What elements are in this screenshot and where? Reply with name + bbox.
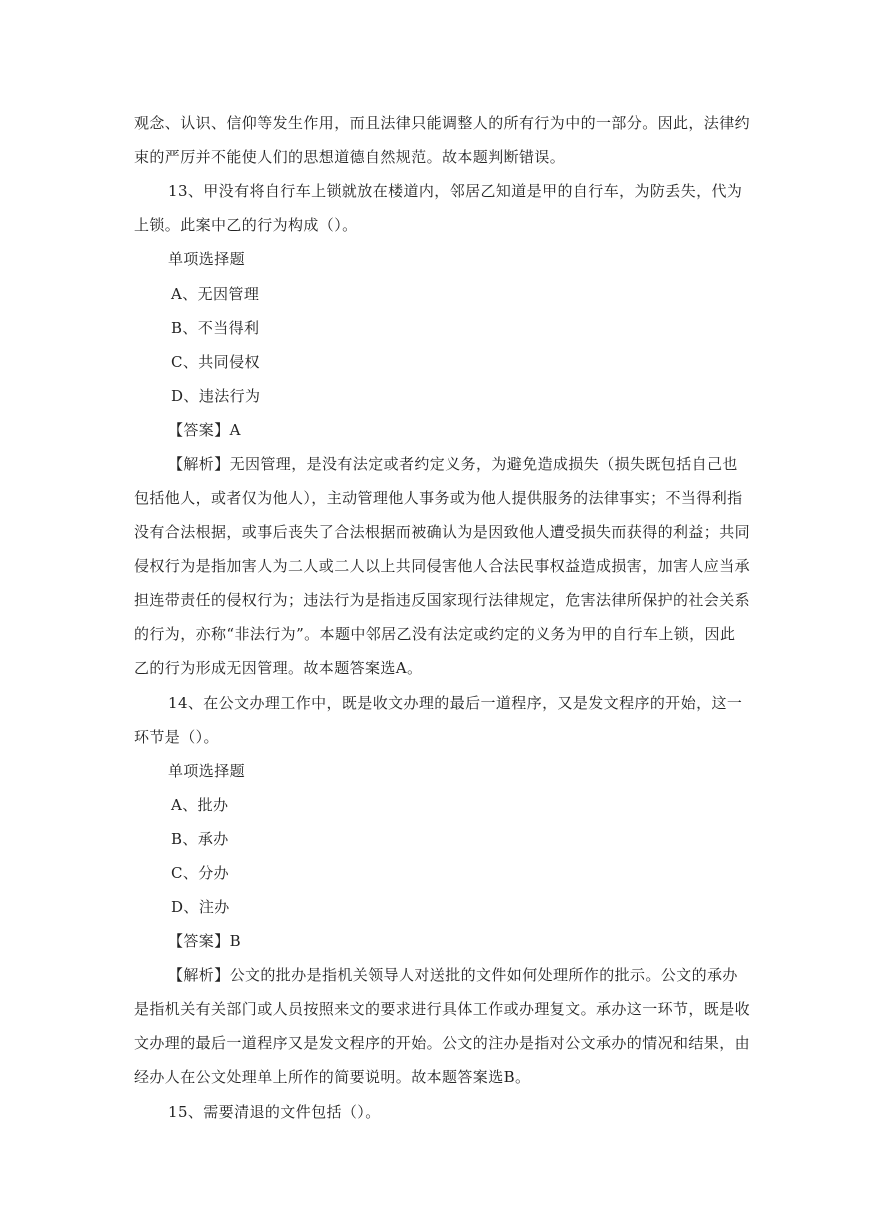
paragraph-line: 束的严厉并不能使人们的思想道德自然规范。故本题判断错误。: [134, 148, 566, 166]
explanation-line: 【解析】无因管理，是没有法定或者约定义务，为避免造成损失（损失既包括自己也: [168, 455, 738, 473]
option-b: B、不当得利: [171, 319, 260, 337]
option-d: D、违法行为: [171, 387, 261, 405]
explanation-line: 【解析】公文的批办是指机关领导人对送批的文件如何处理所作的批示。公文的承办: [168, 966, 738, 984]
explanation-line: 乙的行为形成无因管理。故本题答案选A。: [134, 659, 423, 677]
question-15-text: 15、需要清退的文件包括（）。: [168, 1103, 381, 1121]
option-c: C、分办: [171, 864, 230, 882]
explanation-line: 的行为，亦称“非法行为”。本题中邻居乙没有法定或约定的义务为甲的自行车上锁，因此: [134, 625, 736, 643]
option-b: B、承办: [171, 830, 229, 848]
question-14-text: 14、在公文办理工作中，既是收文办理的最后一道程序，又是发文程序的开始，这一: [168, 694, 743, 712]
explanation-line: 文办理的最后一道程序又是发文程序的开始。公文的注办是指对公文承办的情况和结果，由: [134, 1034, 751, 1052]
explanation-line: 侵权行为是指加害人为二人或二人以上共同侵害他人合法民事权益造成损害，加害人应当承: [134, 557, 751, 575]
question-type-label: 单项选择题: [168, 250, 246, 268]
explanation-line: 没有合法根据，或事后丧失了合法根据而被确认为是因致他人遭受损失而获得的利益；共同: [134, 523, 751, 541]
option-d: D、注办: [171, 898, 230, 916]
explanation-line: 是指机关有关部门或人员按照来文的要求进行具体工作或办理复文。承办这一环节，既是收: [134, 1000, 751, 1018]
option-a: A、无因管理: [171, 285, 260, 303]
question-13-text: 上锁。此案中乙的行为构成（）。: [134, 216, 358, 234]
option-c: C、共同侵权: [171, 353, 260, 371]
paragraph-line: 观念、认识、信仰等发生作用，而且法律只能调整人的所有行为中的一部分。因此，法律约: [134, 114, 751, 132]
option-a: A、批办: [171, 796, 229, 814]
explanation-line: 担连带责任的侵权行为；违法行为是指违反国家现行法律规定，危害法律所保护的社会关系: [134, 591, 751, 609]
explanation-line: 包括他人，或者仅为他人），主动管理他人事务或为他人提供服务的法律事实；不当得利指: [134, 489, 743, 507]
question-type-label: 单项选择题: [168, 762, 246, 780]
question-14-text: 环节是（）。: [134, 728, 219, 746]
answer-label: 【答案】B: [168, 932, 242, 950]
explanation-line: 经办人在公文处理单上所作的简要说明。故本题答案选B。: [134, 1068, 531, 1086]
answer-label: 【答案】A: [168, 421, 241, 439]
question-13-text: 13、甲没有将自行车上锁就放在楼道内，邻居乙知道是甲的自行车，为防丢失，代为: [168, 182, 743, 200]
